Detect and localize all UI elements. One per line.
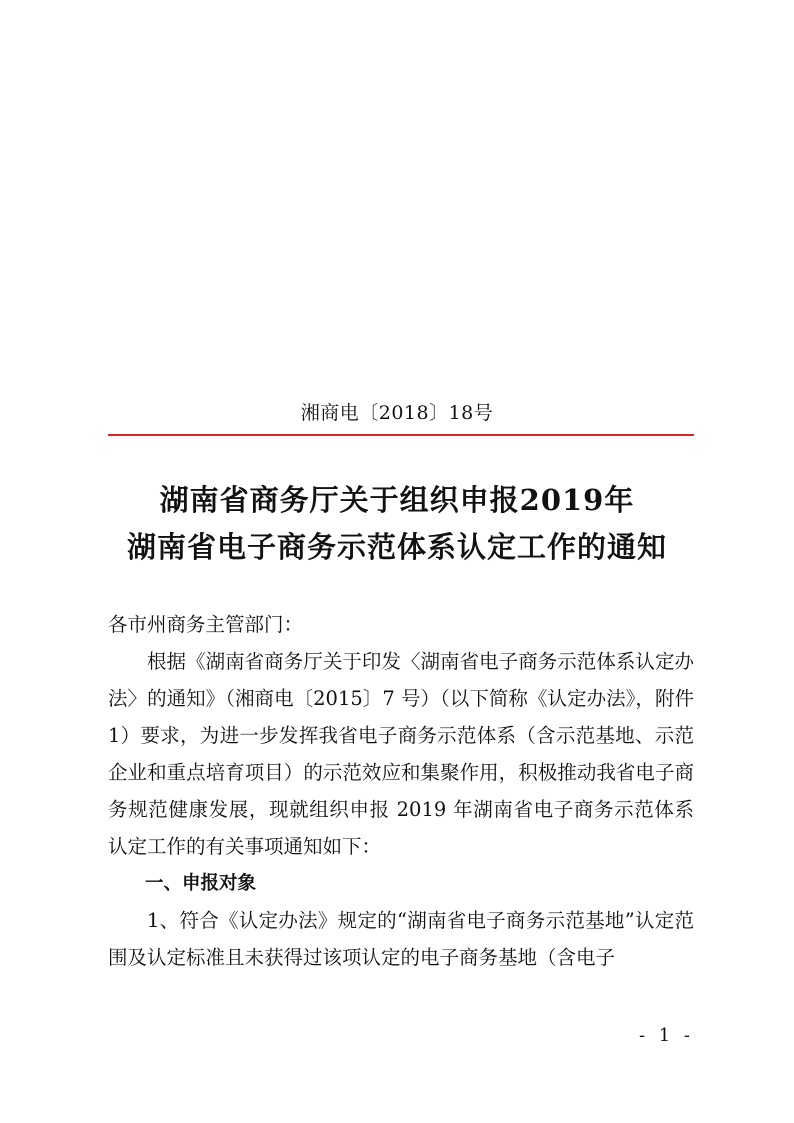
document-title-line-1: 湖南省商务厅关于组织申报2019年 xyxy=(159,483,635,517)
document-number: 湘商电〔2018〕18号 xyxy=(300,402,494,424)
red-divider-line xyxy=(108,434,694,436)
salutation: 各市州商务主管部门： xyxy=(108,613,304,636)
body-paragraph-1: 根据《湖南省商务厅关于印发〈湖南省电子商务示范体系认定办法〉的通知》（湘商电〔2015〕7 号）（以下简称《认定办法》，附件 1）要求，为进一步发挥我省电子商务示范体系（含示范基地、示范企业和重点培育项目）的示范效应和集聚作用，积极推动我省电子商务规范健康发展，现就组织申报 2019 年湖南省电子商务示范体系认定工作的有关事项通知如下： xyxy=(108,650,694,858)
section-heading-1: 一、申报对象 xyxy=(145,873,257,894)
body-paragraph-2: 1、符合《认定办法》规定的“湖南省电子商务示范基地”认定范围及认定标准且未获得过该项认定的电子商务基地（含电子 xyxy=(108,909,694,969)
page-number: - 1 - xyxy=(638,1025,694,1046)
document-title-line-2: 湖南省电子商务示范体系认定工作的通知 xyxy=(126,530,667,564)
document-body xyxy=(108,606,694,976)
